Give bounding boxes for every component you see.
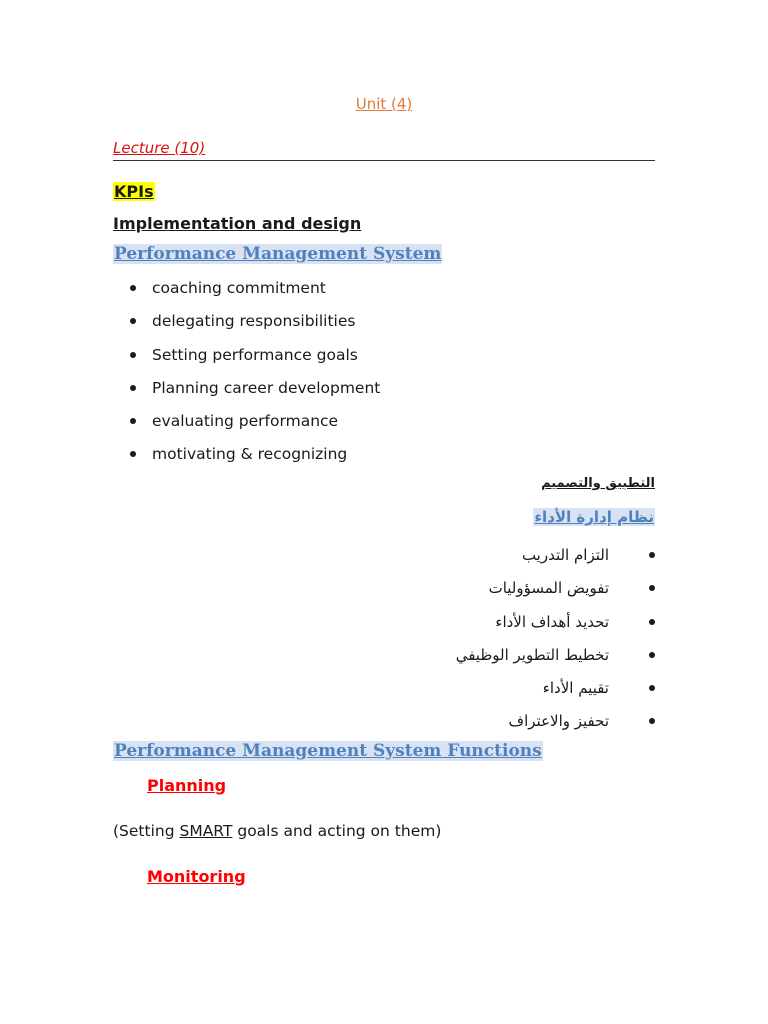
- bullet-icon: [130, 352, 136, 358]
- list-item-text: evaluating performance: [152, 412, 339, 431]
- list-item-text: تقييم الأداء: [542, 679, 609, 698]
- list-item-text: coaching commitment: [152, 279, 326, 297]
- list-item: [456, 545, 655, 578]
- arabic-heading: نظام إدارة الأداء: [534, 508, 654, 526]
- horizontal-rule: [113, 160, 655, 161]
- list-item: [456, 645, 655, 678]
- list-item-text: Setting performance goals: [152, 345, 358, 364]
- smart-acronym: SMART: [179, 822, 233, 840]
- bullet-icon: [649, 685, 655, 691]
- implementation-heading: Implementation and design: [113, 214, 362, 233]
- bullet-icon: [649, 619, 655, 625]
- bullet-icon: [130, 385, 136, 391]
- monitoring-subheading: Monitoring: [147, 867, 246, 886]
- list-item: [456, 578, 655, 611]
- list-item-text: Planning career development: [152, 378, 381, 397]
- bullet-icon: [130, 451, 136, 457]
- kpis-label: KPIs: [114, 182, 154, 201]
- bullet-icon: [130, 285, 136, 291]
- unit-title: Unit (4): [355, 95, 413, 113]
- bullet-icon: [130, 418, 136, 424]
- list-item-text: التزام التدريب: [521, 546, 609, 564]
- list-item-text: تحفيز والاعتراف: [508, 712, 609, 731]
- list-item: [113, 444, 380, 477]
- pms-bullet-list: [113, 278, 380, 478]
- list-item-text: تخطيط التطوير الوظيفي: [455, 645, 609, 664]
- list-item: [113, 411, 380, 444]
- list-item: [113, 345, 380, 378]
- lecture-label: Lecture (10): [113, 139, 206, 157]
- list-item: [113, 311, 380, 344]
- list-item-text: تفويض المسؤوليات: [488, 579, 609, 598]
- list-item: [456, 678, 655, 711]
- bullet-icon: [649, 552, 655, 558]
- list-item: [113, 278, 380, 311]
- list-item-text: تحديد أهداف الأداء: [495, 612, 609, 631]
- bullet-icon: [649, 652, 655, 658]
- smart-goals-suffix: goals and acting on them): [232, 822, 442, 840]
- list-item: [113, 378, 380, 411]
- arabic-subheading: التطبيق والتصميم: [541, 476, 655, 491]
- arabic-bullet-list: [456, 545, 655, 745]
- bullet-icon: [130, 318, 136, 324]
- list-item-text: delegating responsibilities: [152, 312, 356, 331]
- list-item: [456, 711, 655, 744]
- planning-subheading: Planning: [147, 776, 227, 795]
- list-item-text: motivating & recognizing: [152, 445, 348, 464]
- functions-heading: Performance Management System Functions: [114, 741, 542, 761]
- pms-heading: Performance Management System: [114, 244, 442, 264]
- smart-goals-text: [113, 822, 441, 840]
- smart-goals-prefix: (Setting: [113, 822, 180, 840]
- bullet-icon: [649, 718, 655, 724]
- bullet-icon: [649, 585, 655, 591]
- list-item: [456, 612, 655, 645]
